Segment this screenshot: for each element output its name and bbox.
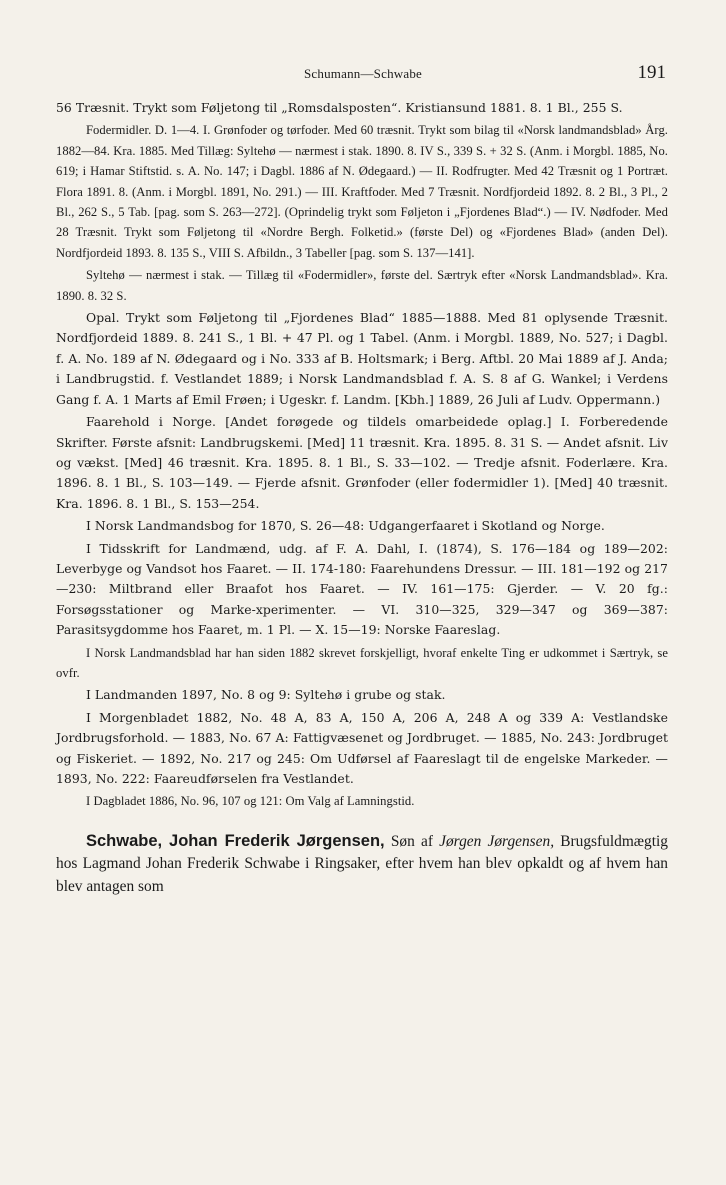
paragraph-landmandsblad: I Norsk Landmandsblad har han siden 1882 skrevet forskjelligt, hvoraf enkelte Ting er udkommet i Særtryk, se ovfr. bbox=[56, 645, 668, 680]
biography-text-b: Brugsfuldmægtig hos Lagmand Johan Frederik Schwabe i Ringsaker, efter hvem han blev opkaldt og af hvem han blev antagen som bbox=[56, 832, 669, 895]
running-title: Schumann—Schwabe bbox=[303, 66, 422, 81]
paragraph-entry-continuation: 56 Træsnit. Trykt som Føljetong til „Romsdalsposten“. Kristiansund 1881. 8. 1 Bl., 255 S. bbox=[56, 100, 623, 115]
biography-text-a: Søn af bbox=[384, 832, 440, 850]
biography-entry bbox=[56, 830, 668, 899]
paragraph-landmandsbog: I Norsk Landmandsbog for 1870, S. 26—48: Udgangerfaaret i Skotland og Norge. bbox=[86, 518, 605, 534]
paragraph-opal: Opal. Trykt som Føljetong til „Fjordenes Blad“ 1885—1888. Med 81 oplysende Træsnit. Nordfjordeid 1889. 8. 241 S., 1 Bl. + 47 Pl. og 1 Tabel. (Anm. i Morgbl. 1889, No. 527; i Dagbl. f. A. No. 189 af N. Ødegaard og i No. 333 af B. Holtsmark; i Berg. Aftbl. 20 Mai 1889 af J. Anda; i Landbrugstid. f. Vestlandet 1889; i Norsk Landmandsblad f. A. S. 8 af G. Wankel; i Verdens Gang f. A. 1 Marts af Emil Frøen; i Ugeskr. f. Landm. [Kbh.] 1889, 26 Juli af Ludv. Oppermann.) bbox=[56, 310, 668, 407]
page-number: 191 bbox=[637, 62, 666, 83]
paragraph-morgenbladet: I Morgenbladet 1882, No. 48 A, 83 A, 150 A, 206 A, 248 A og 339 A: Vestlandske Jordbrugsforhold. — 1883, No. 67 A: Fattigvæsenet og Jordbruget. — 1885, No. 243: Jordbruget og Fiskeriet. — 1892, No. 217 og 245: Om Udførsel af Faareslagt til de engelske Markeder. — 1893, No. 222: Faareudførselen fra Vestlandet. bbox=[56, 709, 668, 786]
biography-name: Schwabe, Johan Frederik Jørgensen, bbox=[86, 831, 385, 850]
page-header bbox=[60, 62, 666, 96]
paragraph-dagbladet: I Dagbladet 1886, No. 96, 107 og 121: Om Valg af Lamningstid. bbox=[86, 794, 415, 809]
paragraph-faarehold: Faarehold i Norge. [Andet forøgede og tildels omarbeidede oplag.] I. Forberedende Skrifter. Første afsnit: Landbrugskemi. [Med] 11 træsnit. Kra. 1895. 8. 31 S. — Andet afsnit. Liv og vækst. [Med] 46 træsnit. Kra. 1895. 8. 1 Bl., S. 33—102. — Tredje afsnit. Foderlære. Kra. 1896. 8. 1 Bl., S. 103—149. — Fjerde afsnit. Grønfoder (eller fodermidler 1). [Med] 40 træsnit. Kra. 1896. 8. 1 Bl., S. 153—254. bbox=[56, 414, 668, 511]
paragraph-landmanden: I Landmanden 1897, No. 8 og 9: Syltehø i grube og stak. bbox=[86, 687, 446, 703]
page-body bbox=[56, 98, 668, 899]
paragraph-syltehoe: Syltehø — nærmest i stak. — Tillæg til «Fodermidler», første del. Særtryk efter «Norsk Landmandsblad». Kra. 1890. 8. 32 S. bbox=[56, 268, 668, 303]
biography-father: Jørgen Jørgensen, bbox=[439, 832, 555, 850]
paragraph-tidsskrift: I Tidsskrift for Landmænd, udg. af F. A. Dahl, I. (1874), S. 176—184 og 189—202: Leverbyge og Vandsot hos Faaret. — II. 174-180: Faarehundens Dressur. — III. 181—192 og 217—230: Miltbrand eller Braafot hos Faaret. — IV. 161—175: Gjerder. — V. 20 fg.: Forsøgsstationer og Marke-xperimenter. — VI. 310—325, 329—347 og 369—387: Parasitsygdomme hos Faaret, m. 1 Pl. — X. 15—19: Norske Faareslag. bbox=[56, 540, 668, 638]
paragraph-fodermidler: Fodermidler. D. 1—4. I. Grønfoder og tørfoder. Med 60 træsnit. Trykt som bilag til «Norsk landmandsblad» Årg. 1882—84. Kra. 1885. Med Tillæg: Syltehø — nærmest i stak. 1890. 8. IV S., 339 S. + 32 S. (Anm. i Morgbl. 1885, No. 619; i Hamar Stiftstid. s. A. No. 147; i Dagbl. 1886 af N. Ødegaard.) — II. Rodfrugter. Med 42 Træsnit og 1 Portræt. Flora 1891. 8. (Anm. i Morgbl. 1891, No. 291.) — III. Kraftfoder. Med 7 Træsnit. Nordfjordeid 1892. 8. 2 Bl., 3 Pl., 2 Bl., 262 S., 5 Tab. [pag. som S. 263—272]. (Oprindelig trykt som Føljeton i „Fjordenes Blad“.) — IV. Nødfoder. Med 28 Træsnit. Trykt som Føljetong til «Nordre Bergh. Folketid.» (første Del) og «Fjordenes Blad» (anden Del). Nordfjordeid 1893. 8. 135 S., VIII S. Afbildn., 3 Tabeller [pag. som S. 137—141]. bbox=[56, 123, 668, 260]
